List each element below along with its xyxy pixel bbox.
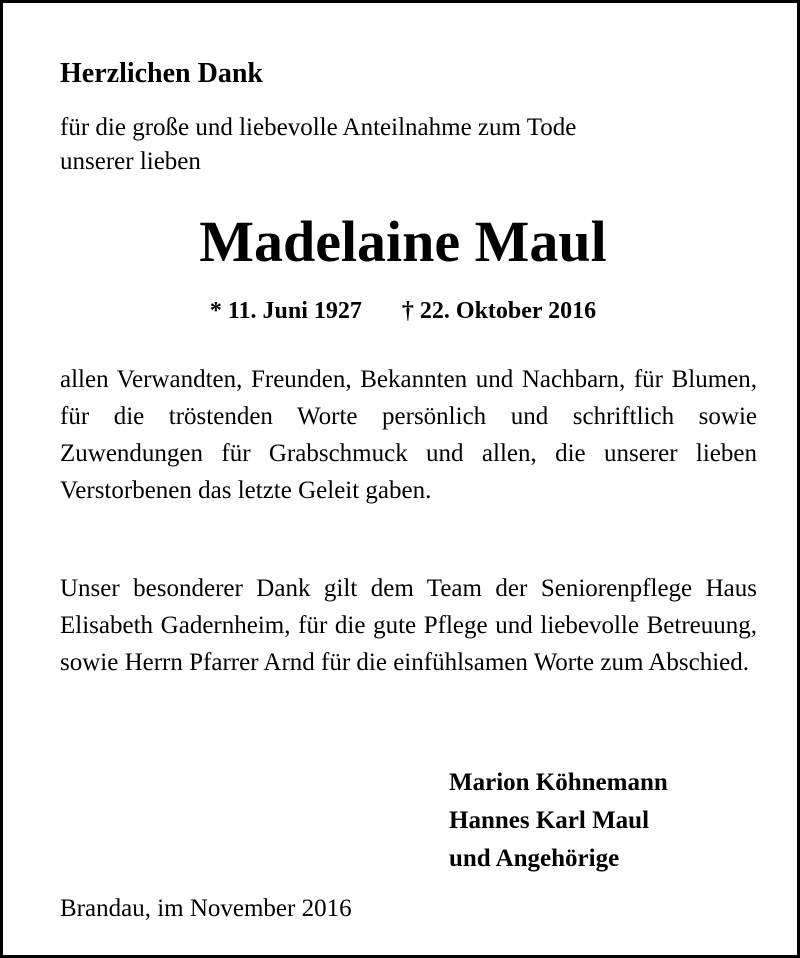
signer-name: und Angehörige <box>449 845 620 872</box>
signer-name: Marion Köhnemann <box>449 769 668 796</box>
intro-line: für die große und liebevolle Anteilnahme zum Tode <box>60 114 577 141</box>
life-dates <box>3 296 800 326</box>
signers <box>449 764 668 878</box>
death-date: † 22. Oktober 2016 <box>401 298 597 324</box>
intro-text <box>60 111 750 179</box>
place-and-date: Brandau, im November 2016 <box>60 895 352 922</box>
deceased-name: Madelaine Maul <box>199 209 607 274</box>
birth-date: * 11. Juni 1927 <box>209 298 362 324</box>
heading: Herzlichen Dank <box>60 58 263 89</box>
intro-line: unserer lieben <box>60 148 201 175</box>
thanks-paragraph: allen Verwandten, Freunden, Bekannten und Nachbarn, für Blumen, für die tröstenden Worte persönlich und schriftlich sowie Zuwendungen für Grabschmuck und allen, die unserer lieben Verstorbenen das letzte Geleit gaben. <box>60 366 757 504</box>
signer-name: Hannes Karl Maul <box>449 807 650 834</box>
special-thanks-paragraph: Unser besonderer Dank gilt dem Team der Seniorenpflege Haus Elisabeth Gadernheim, für die gute Pflege und liebevolle Betreuung, sowie Herrn Pfarrer Arnd für die einfühlsamen Worte zum Abschied. <box>60 575 757 676</box>
